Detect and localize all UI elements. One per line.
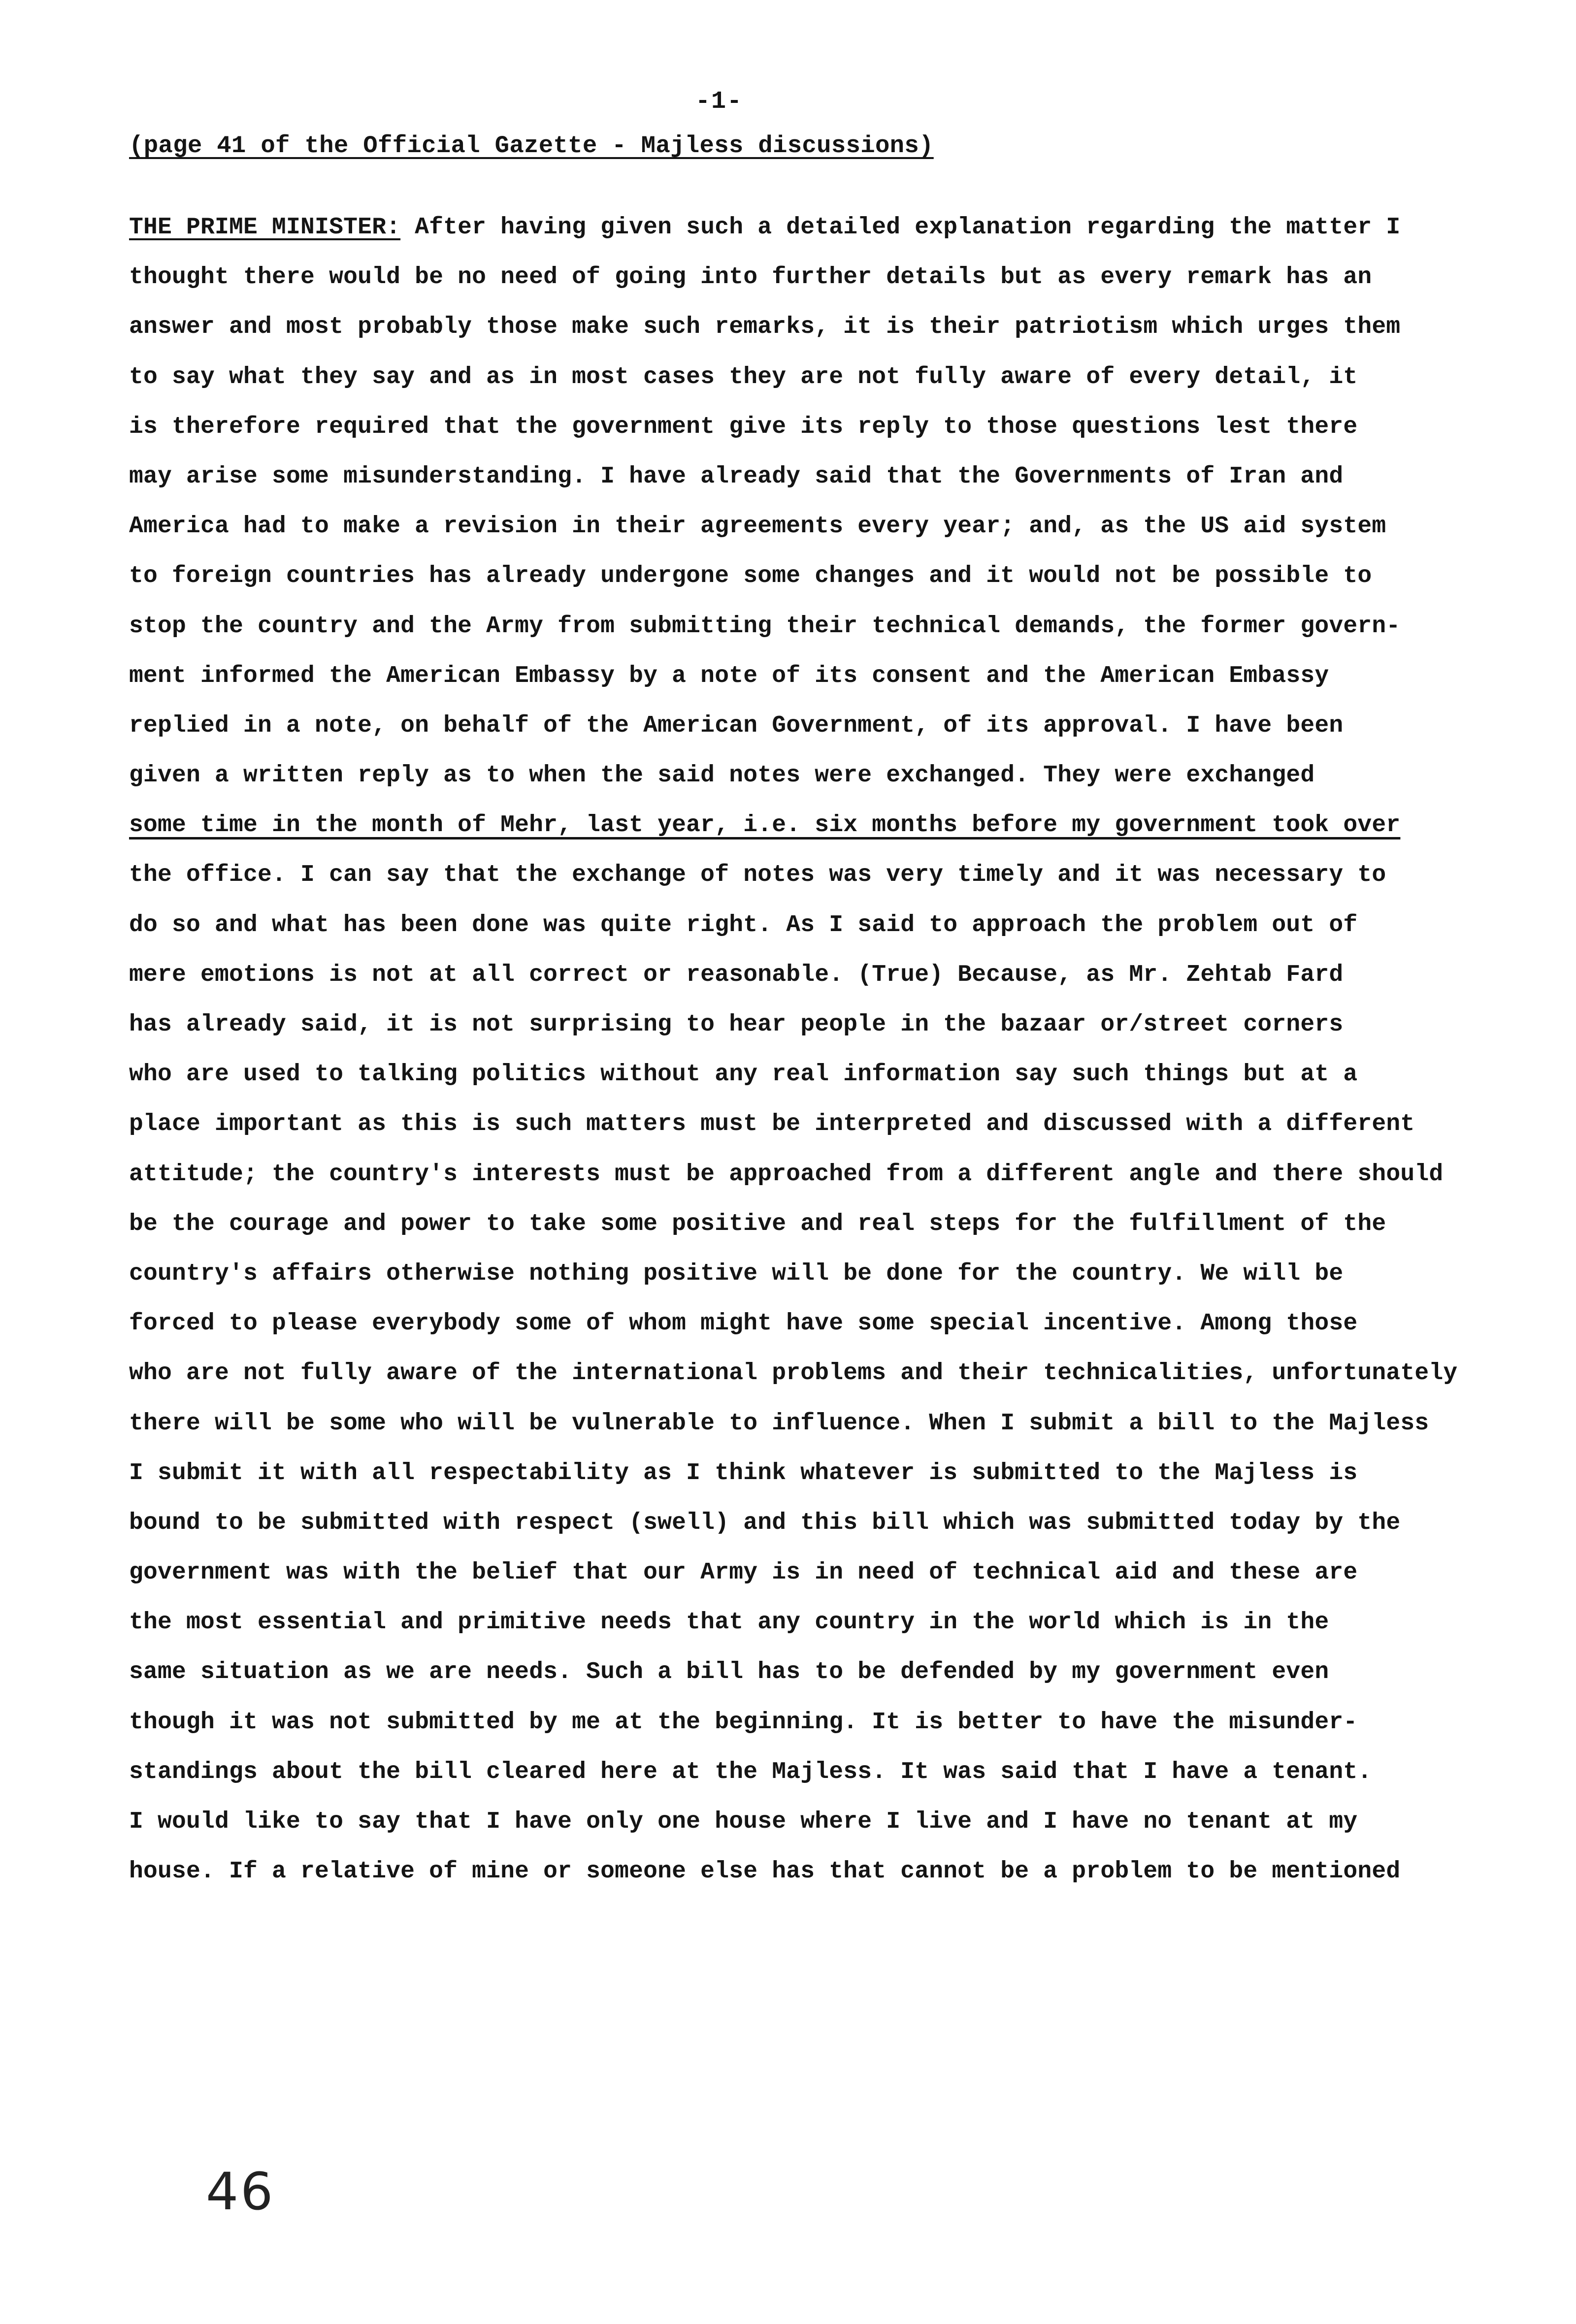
text-line: the most essential and primitive needs that any country in the world which is in the [129, 1609, 1329, 1636]
text-line: who are used to talking politics without any real information say such things but at a [129, 1061, 1358, 1088]
text-line: same situation as we are needs. Such a bill has to be defended by my government even [129, 1659, 1329, 1686]
text-line: may arise some misunderstanding. I have already said that the Governments of Iran and [129, 463, 1344, 490]
text-line: house. If a relative of mine or someone else has that cannot be a problem to be mentioned [129, 1858, 1401, 1885]
text-line: attitude; the country's interests must be approached from a different angle and there should [129, 1161, 1444, 1188]
text-line: given a written reply as to when the said notes were exchanged. They were exchanged [129, 762, 1315, 789]
text-line: has already said, it is not surprising to hear people in the bazaar or/street corners [129, 1011, 1344, 1038]
text-line: ment informed the American Embassy by a note of its consent and the American Embassy [129, 662, 1329, 689]
text-line: though it was not submitted by me at the beginning. It is better to have the misunder- [129, 1709, 1358, 1736]
text-line: bound to be submitted with respect (swell) and this bill which was submitted today by the [129, 1509, 1401, 1536]
text-line: I would like to say that I have only one house where I live and I have no tenant at my [129, 1808, 1358, 1835]
text-line: standings about the bill cleared here at the Majless. It was said that I have a tenant. [129, 1758, 1372, 1785]
text-line: forced to please everybody some of whom might have some special incentive. Among those [129, 1310, 1358, 1337]
text-line: replied in a note, on behalf of the American Government, of its approval. I have been [129, 712, 1344, 739]
text-line: America had to make a revision in their agreements every year; and, as the US aid system [129, 513, 1386, 540]
text-line: to say what they say and as in most cases they are not fully aware of every detail, it [129, 363, 1358, 390]
text-line: I submit it with all respectability as I think whatever is submitted to the Majless is [129, 1459, 1358, 1486]
text-line: do so and what has been done was quite right. As I said to approach the problem out of [129, 911, 1358, 938]
text-line: there will be some who will be vulnerable to influence. When I submit a bill to the Majless [129, 1410, 1429, 1437]
text-line: mere emotions is not at all correct or reasonable. (True) Because, as Mr. Zehtab Fard [129, 961, 1344, 988]
speech-body [129, 203, 1469, 1897]
typed-page-number: -1- [695, 88, 743, 116]
text-line: be the courage and power to take some positive and real steps for the fulfillment of the [129, 1210, 1386, 1237]
text-line: is therefore required that the government give its reply to those questions lest there [129, 413, 1358, 440]
text-line-content: After having given such a detailed explanation regarding the matter I [400, 214, 1401, 241]
text-line: to foreign countries has already undergone some changes and it would not be possible to [129, 563, 1372, 590]
text-line: place important as this is such matters must be interpreted and discussed with a different [129, 1111, 1415, 1138]
text-line-underlined: some time in the month of Mehr, last year, i.e. six months before my government took over [129, 812, 1401, 839]
source-reference: (page 41 of the Official Gazette - Majless discussions) [129, 132, 934, 160]
text-line: stop the country and the Army from submitting their technical demands, the former govern- [129, 613, 1401, 640]
text-line: who are not fully aware of the international problems and their technicalities, unfortunately [129, 1360, 1458, 1387]
text-line: answer and most probably those make such remarks, it is their patriotism which urges them [129, 314, 1401, 341]
text-line: country's affairs otherwise nothing positive will be done for the country. We will be [129, 1260, 1344, 1287]
text-line: the office. I can say that the exchange of notes was very timely and it was necessary to [129, 862, 1386, 889]
text-line: government was with the belief that our Army is in need of technical aid and these are [129, 1559, 1358, 1586]
speaker-label: THE PRIME MINISTER: [129, 214, 401, 241]
text-line: thought there would be no need of going into further details but as every remark has an [129, 264, 1372, 291]
text-line [129, 203, 1469, 253]
handwritten-page-number: 46 [206, 2162, 275, 2222]
